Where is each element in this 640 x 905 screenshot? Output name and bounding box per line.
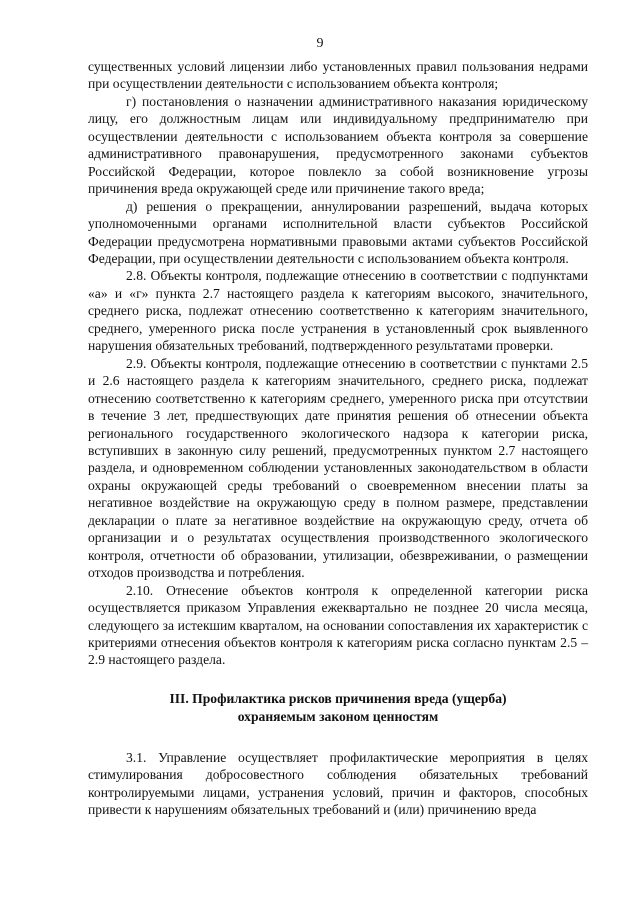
- section-heading-line-2: охраняемым законом ценностям: [237, 708, 439, 724]
- paragraph-licence-conditions: существенных условий лицензии либо установленных правил пользования недрами при осуществлении деятельности с использованием объекта контроля;: [88, 59, 588, 92]
- paragraph-2-9: 2.9. Объекты контроля, подлежащие отнесению в соответствии с пунктами 2.5 и 2.6 настоящего раздела к категориям значительного, среднего риска, подлежат отнесению соответственно к категориям среднего, умеренного риска при отсутствии в течение 3 лет, предшествующих дате принятия решения об отнесении объекта регионального государственного экологического надзора к категории риска, вступивших в законную силу решений, предусмотренных пунктом 2.7 настоящего раздела, и одновременном соблюдении установленных законодательством в области охраны окружающей среды требований о своевременном внесении платы за негативное воздействие на окружающую среду в полном размере, представлении декларации о плате за негативное воздействие на окружающую среду, отчета об организации и о результатах осуществления производственного экологического контроля, отчетности об образовании, утилизации, обезвреживании, о размещении отходов производства и потребления.: [88, 355, 588, 581]
- paragraph-3-1: 3.1. Управление осуществляет профилактические мероприятия в целях стимулирования добросовестного соблюдения обязательных требований контролируемыми лицами, устранения условий, причин и факторов, способных привести к нарушениям обязательных требований и (или) причинению вреда: [88, 749, 588, 818]
- section-heading: [88, 690, 588, 726]
- paragraph-2-10: 2.10. Отнесение объектов контроля к определенной категории риска осуществляется приказом Управления ежеквартально не позднее 20 числа месяца, следующего за истекшим кварталом, на основании сопоставления их характеристик с критериями отнесения объектов контроля к категориям риска согласно пунктам 2.5 – 2.9 настоящего раздела.: [88, 582, 588, 668]
- paragraph-2-8: 2.8. Объекты контроля, подлежащие отнесению в соответствии с подпунктами «а» и «г» пункта 2.7 настоящего раздела к категориям высокого, значительного, среднего риска, подлежат отнесению соответственно к категориям значительного, среднего, умеренного риска после устранения в установленный срок выявленного нарушения обязательных требований, подтвержденного результатами проверки.: [88, 268, 588, 354]
- section-heading-line-1: III. Профилактика рисков причинения вреда (ущерба): [169, 690, 507, 706]
- paragraph-item-g: г) постановления о назначении административного наказания юридическому лицу, его должностным лицам или индивидуальному предпринимателю при осуществлении деятельности с использованием объекта контроля за совершение административного правонарушения, предусмотренного законами субъектов Российской Федерации, которое повлекло за собой возникновение угрозы причинения вреда окружающей среде или причинение такого вреда;: [88, 93, 588, 197]
- document-body: [88, 58, 588, 819]
- page-number: 9: [316, 36, 324, 51]
- paragraph-item-d: д) решения о прекращении, аннулировании разрешений, выдача которых уполномоченными органами исполнительной власти субъектов Российской Федерации предусмотрена нормативными правовыми актами субъектов Российской Федерации, при осуществлении деятельности с использованием объекта контроля.: [88, 198, 588, 266]
